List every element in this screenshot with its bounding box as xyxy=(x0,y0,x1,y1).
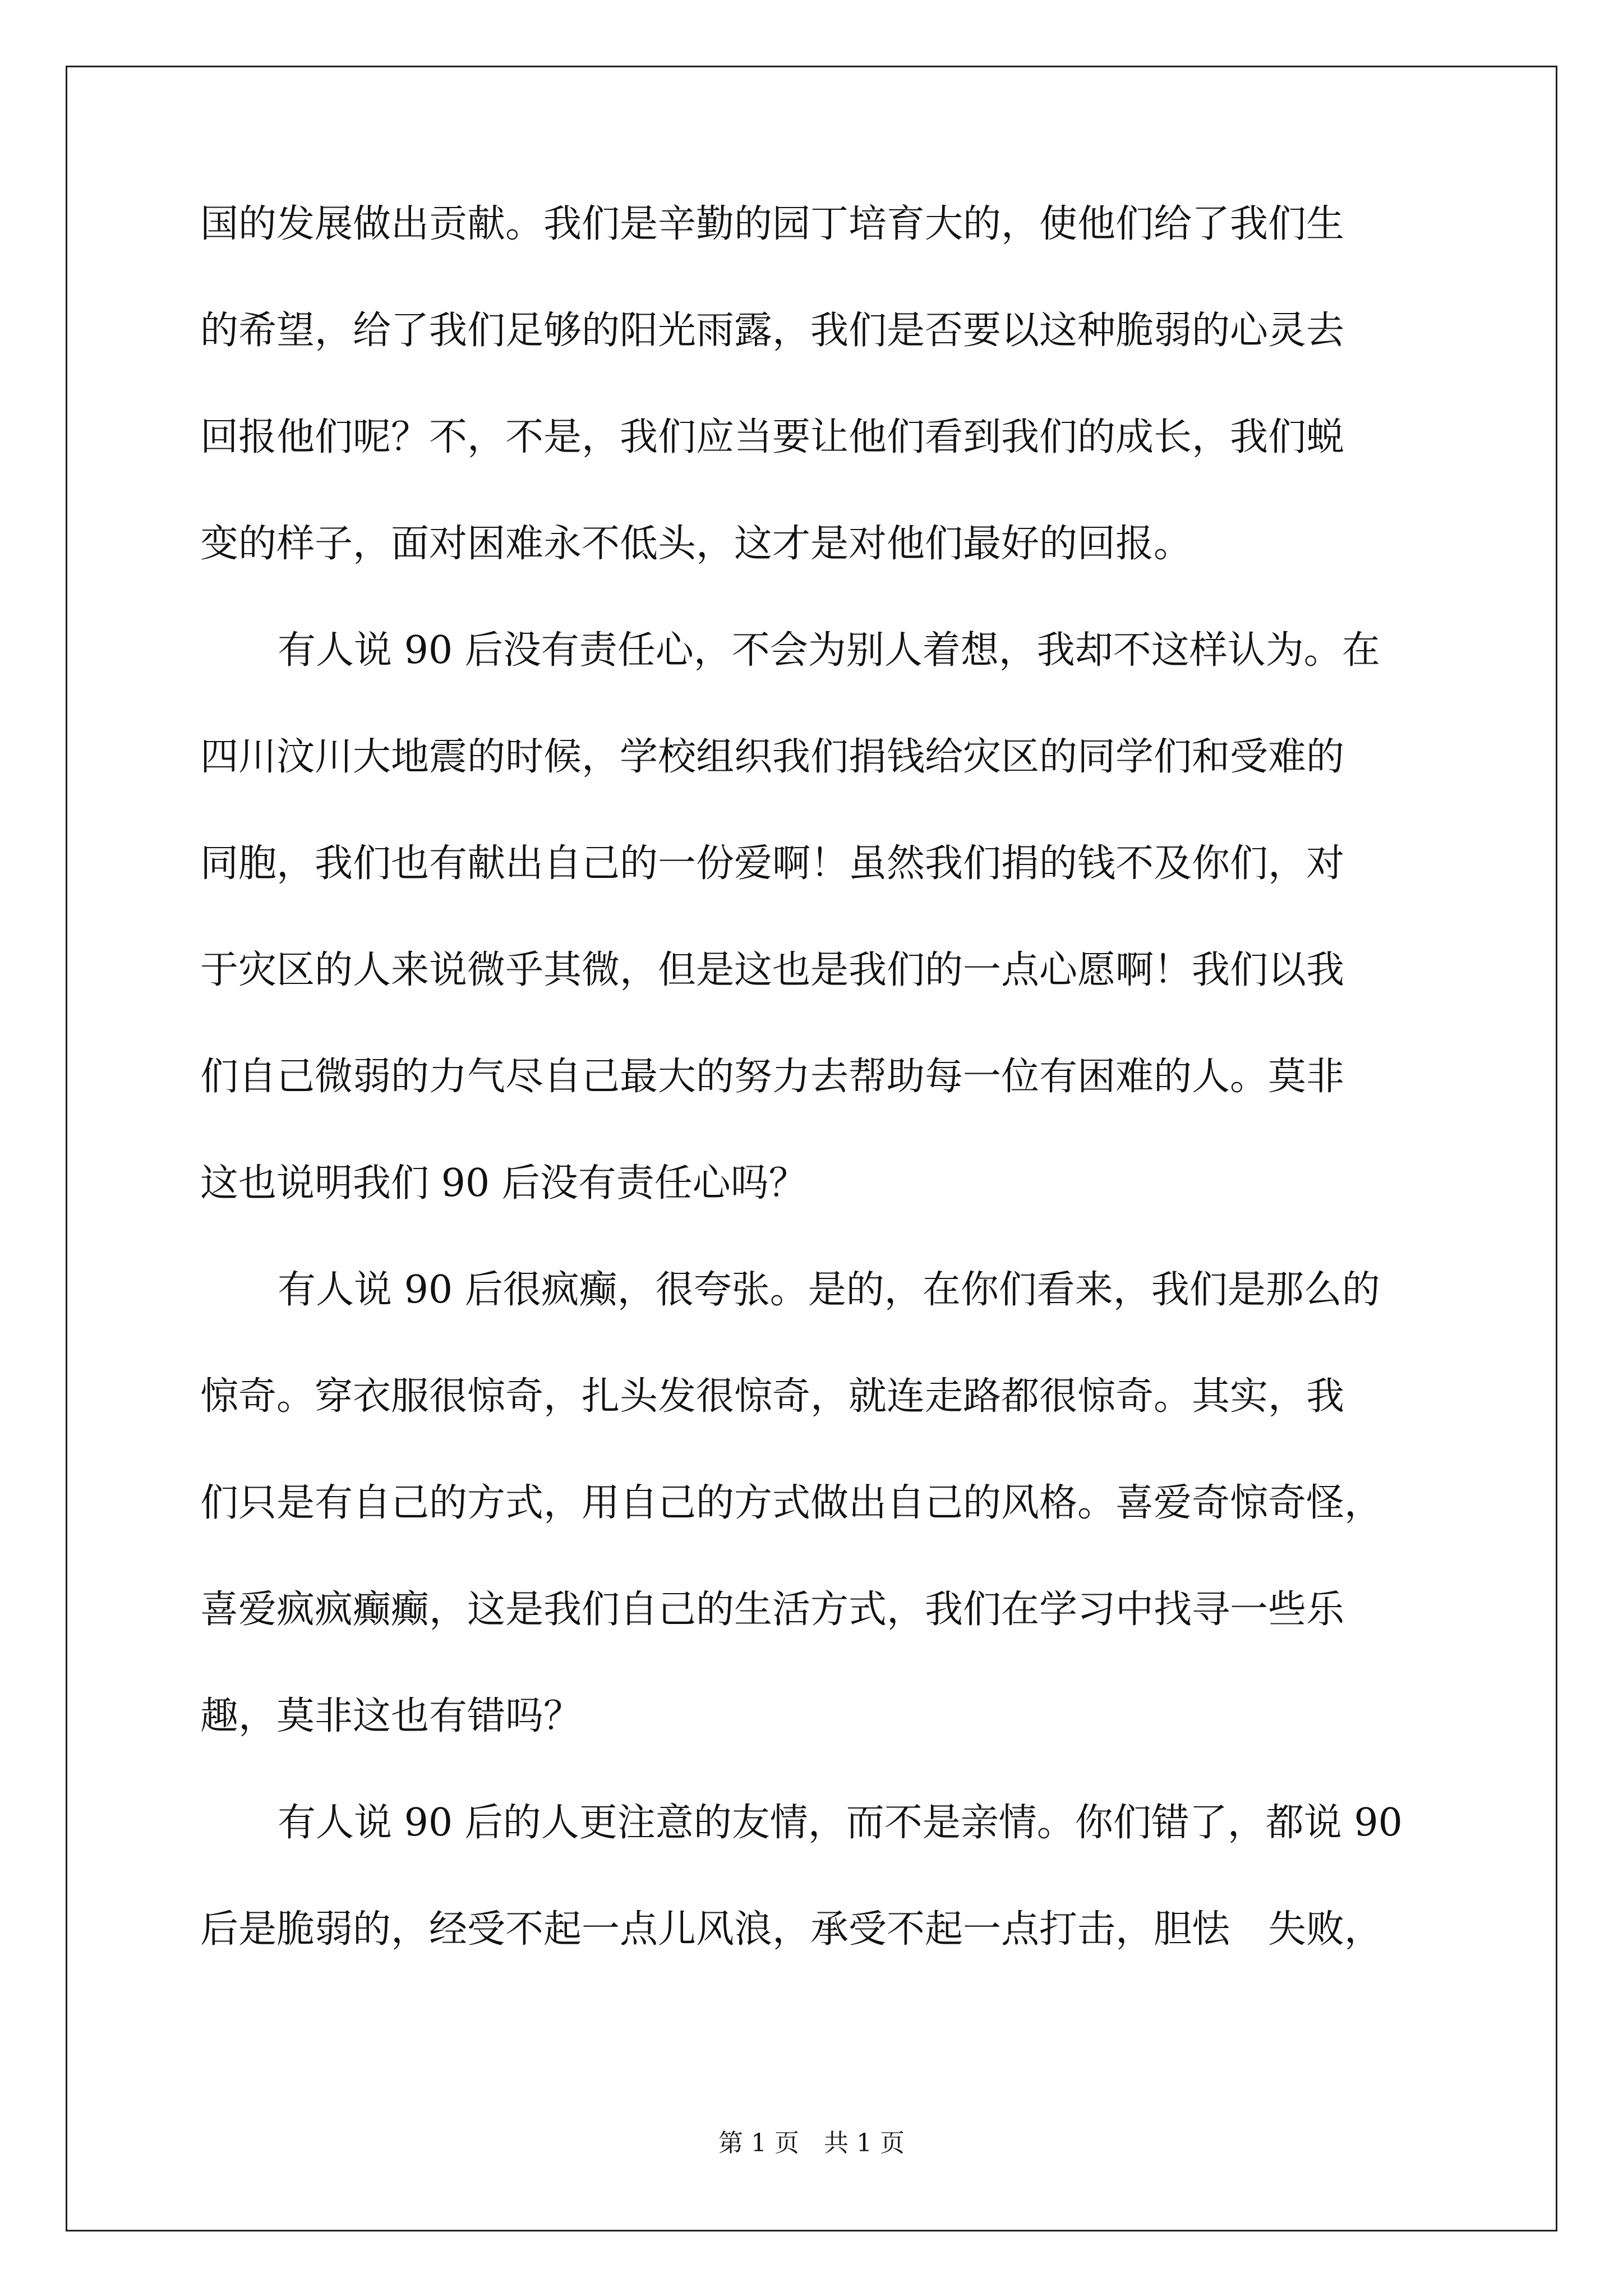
text-line: 四川汶川大地震的时候，学校组织我们捐钱给灾区的同学们和受难的 xyxy=(200,735,1345,779)
paragraph-first-line: 有人说 90 后没有责任心，不会为别人着想，我却不这样认为。在 xyxy=(278,628,1380,673)
text-line: 们只是有自己的方式，用自己的方式做出自己的风格。喜爱奇惊奇怪， xyxy=(200,1481,1383,1525)
text-line: 惊奇。穿衣服很惊奇，扎头发很惊奇，就连走路都很惊奇。其实，我 xyxy=(200,1374,1345,1419)
text-line: 国的发展做出贡献。我们是辛勤的园丁培育大的，使他们给了我们生 xyxy=(200,202,1345,246)
text-line: 喜爱疯疯癫癫，这是我们自己的生活方式，我们在学习中找寻一些乐 xyxy=(200,1588,1345,1632)
paragraph-first-line: 有人说 90 后的人更注意的友情，而不是亲情。你们错了，都说 90 xyxy=(278,1801,1403,1845)
text-line: 这也说明我们 90 后没有责任心吗？ xyxy=(200,1161,807,1205)
text-line: 的希望，给了我们足够的阳光雨露，我们是否要以这种脆弱的心灵去 xyxy=(200,309,1345,353)
paragraph-first-line: 有人说 90 后很疯癫，很夸张。是的，在你们看来，我们是那么的 xyxy=(278,1268,1380,1312)
text-line: 变的样子，面对困难永不低头，这才是对他们最好的回报。 xyxy=(200,522,1192,566)
text-line: 同胞，我们也有献出自己的一份爱啊！虽然我们捐的钱不及你们，对 xyxy=(200,841,1345,886)
text-line: 于灾区的人来说微乎其微，但是这也是我们的一点心愿啊！我们以我 xyxy=(200,948,1345,992)
text-line: 回报他们呢？不，不是，我们应当要让他们看到我们的成长，我们蜕 xyxy=(200,415,1345,459)
text-line: 后是脆弱的，经受不起一点儿风浪，承受不起一点打击，胆怯 失败， xyxy=(200,1907,1383,1952)
page-footer: 第 1 页 共 1 页 xyxy=(718,2129,905,2157)
document-body xyxy=(200,203,1423,2015)
text-line: 们自己微弱的力气尽自己最大的努力去帮助每一位有困难的人。莫非 xyxy=(200,1055,1345,1099)
text-line: 趣，莫非这也有错吗？ xyxy=(200,1694,582,1738)
